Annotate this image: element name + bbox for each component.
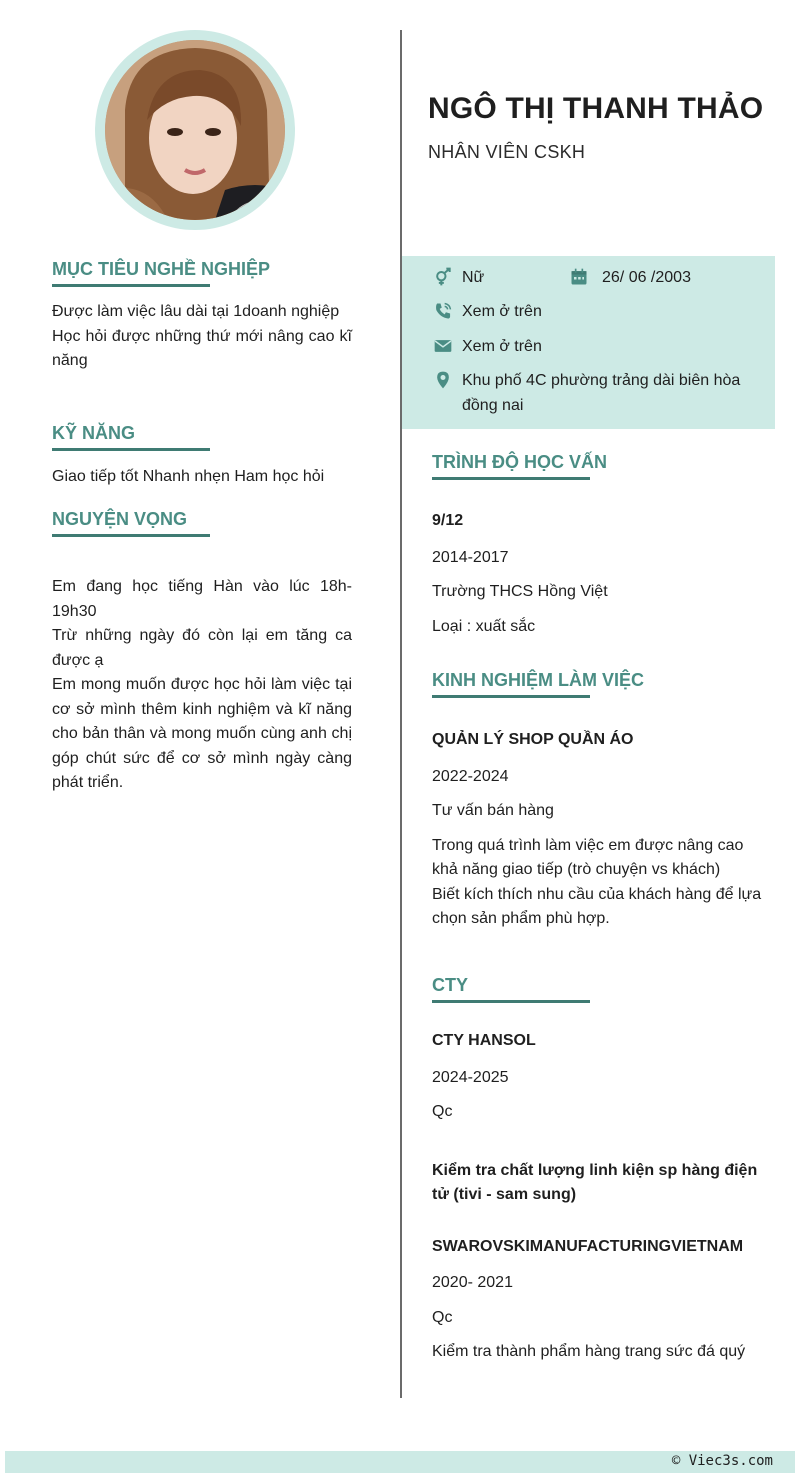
skills-title: KỸ NĂNG	[52, 423, 136, 443]
education-period: 2014-2017	[432, 548, 509, 566]
email-icon	[432, 335, 454, 357]
wishes-section	[52, 508, 352, 796]
wishes-line: Em mong muốn được học hỏi làm việc tại cơ sở mình thêm kinh nghiệm và kĩ năng cho bản thân và mong muốn cùng anh chị góp chút sức để cơ sở mình ngày càng phát triển.	[52, 676, 352, 791]
wishes-line: Trừ những ngày đó còn lại em tăng ca được ạ	[52, 627, 352, 669]
avatar	[105, 40, 285, 220]
birthdate-value: 26/ 06 /2003	[602, 269, 691, 286]
objective-section	[52, 258, 352, 374]
company-name: SWAROVSKIMANUFACTURINGVIETNAM	[432, 1237, 744, 1255]
education-school: Trường THCS Hồng Việt	[432, 583, 608, 600]
education-section	[432, 451, 762, 639]
objective-line: Được làm việc lâu dài tại 1doanh nghiệp	[52, 303, 340, 320]
candidate-name: NGÔ THỊ THANH THẢO	[428, 92, 764, 125]
education-grade: Loại : xuất sắc	[432, 617, 536, 635]
experience-position: QUẢN LÝ SHOP QUẦN ÁO	[432, 731, 634, 748]
skills-section	[52, 422, 352, 490]
experience-section	[432, 669, 762, 932]
company-period: 2024-2025	[432, 1068, 509, 1086]
email-value: Xem ở trên	[462, 338, 542, 355]
avatar-photo	[105, 40, 285, 220]
skills-text: Giao tiếp tốt Nhanh nhẹn Ham học hỏi	[52, 468, 325, 485]
footer-credit[interactable]: © Viec3s.com	[671, 1453, 773, 1469]
contact-birthdate	[568, 265, 691, 290]
address-value: Khu phố 4C phường trảng dài biên hòa đồng nai	[462, 372, 741, 414]
objective-underline	[52, 284, 210, 287]
objective-title: MỤC TIÊU NGHỀ NGHIỆP	[52, 259, 271, 279]
wishes-title: NGUYỆN VỌNG	[52, 509, 188, 529]
company-role: Qc	[432, 1103, 453, 1120]
experience-description-line: Trong quá trình làm việc em được nâng cao khả năng giao tiếp (trò chuyện vs khách)	[432, 836, 744, 878]
education-level: 9/12	[432, 512, 464, 529]
experience-title: KINH NGHIỆM LÀM VIỆC	[432, 670, 645, 690]
wishes-underline	[52, 534, 210, 537]
contact-gender	[432, 265, 484, 290]
experience-underline	[432, 695, 590, 698]
companies-underline	[432, 1000, 590, 1003]
calendar-icon	[568, 266, 590, 288]
experience-task: Tư vấn bán hàng	[432, 802, 554, 819]
education-underline	[432, 477, 590, 480]
company-period: 2020- 2021	[432, 1274, 513, 1291]
contact-box	[402, 256, 775, 429]
gender-value: Nữ	[462, 269, 485, 286]
education-title: TRÌNH ĐỘ HỌC VẤN	[432, 452, 607, 472]
skills-underline	[52, 448, 210, 451]
column-divider	[400, 30, 402, 1398]
contact-phone	[432, 299, 542, 324]
experience-description-line: Biết kích thích nhu cầu của khách hàng để lựa chọn sản phẩm phù hợp.	[432, 885, 762, 927]
company-role: Qc	[432, 1308, 453, 1326]
footer-bar	[5, 1451, 795, 1473]
phone-icon	[432, 300, 454, 322]
gender-icon	[432, 266, 454, 288]
objective-line: Học hỏi được những thứ mới nâng cao kĩ năng	[52, 327, 352, 369]
location-icon	[432, 369, 454, 391]
contact-email	[432, 334, 542, 359]
wishes-line: Em đang học tiếng Hàn vào lúc 18h-19h30	[52, 578, 352, 620]
phone-value: Xem ở trên	[462, 303, 542, 320]
company-detail: Kiểm tra chất lượng linh kiện sp hàng điện tử (tivi - sam sung)	[432, 1161, 758, 1203]
company-detail: Kiểm tra thành phẩm hàng trang sức đá quý	[432, 1343, 746, 1360]
companies-title: CTY	[432, 975, 468, 995]
companies-section	[432, 974, 762, 1365]
contact-address	[432, 368, 752, 418]
company-name: CTY HANSOL	[432, 1032, 536, 1049]
experience-period: 2022-2024	[432, 767, 509, 785]
candidate-role: NHÂN VIÊN CSKH	[428, 142, 586, 162]
